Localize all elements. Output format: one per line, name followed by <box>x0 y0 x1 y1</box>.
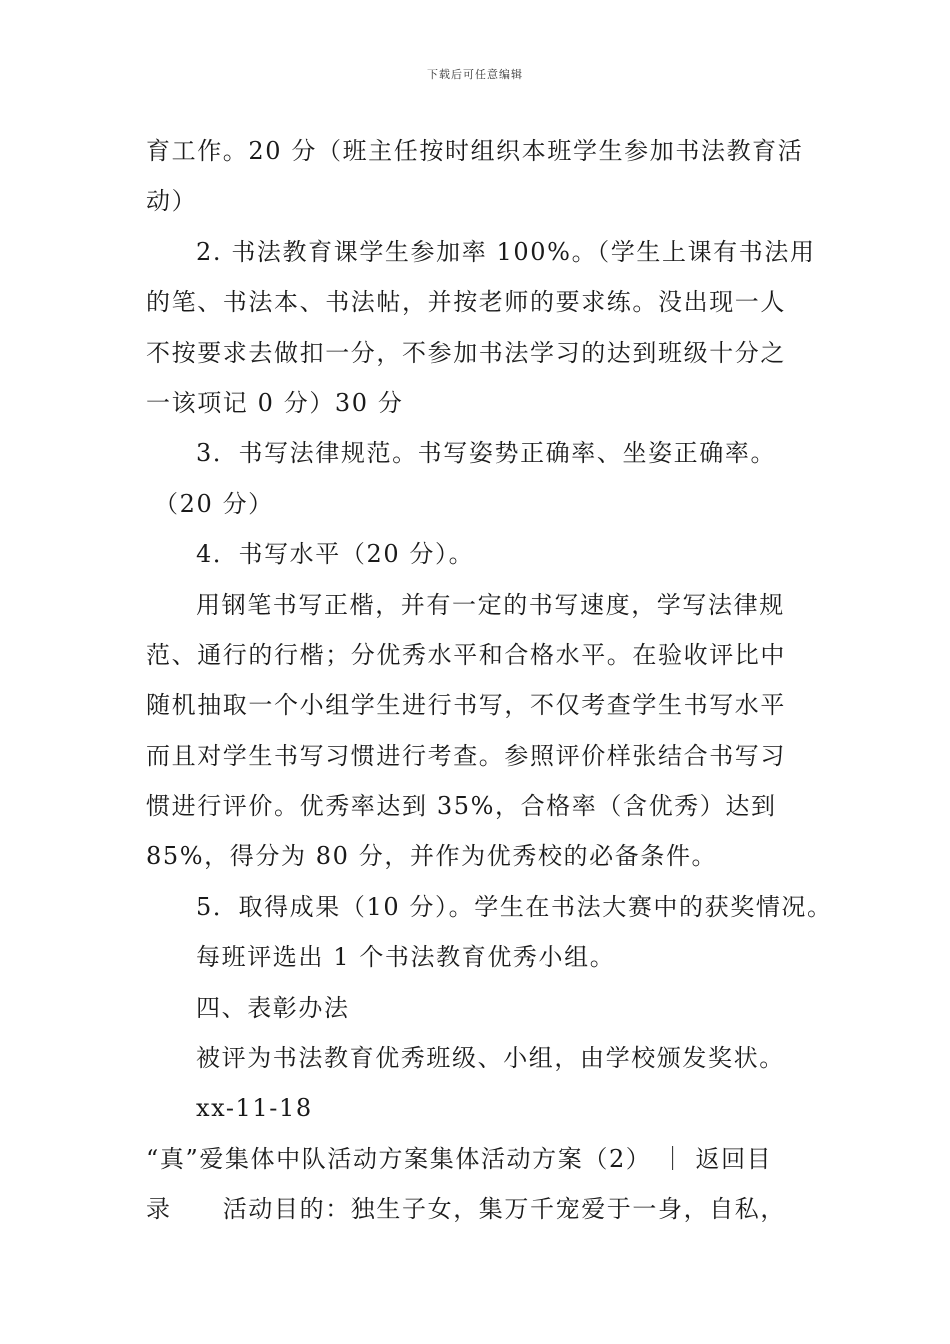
text-line: 随机抽取一个小组学生进行书写，不仅考查学生书写水平 <box>146 691 786 720</box>
section-heading: 四、表彰办法 <box>196 993 350 1022</box>
document-body <box>146 126 833 1235</box>
text-line: 每班评选出 1 个书法教育优秀小组。 <box>196 943 616 972</box>
text-line: “真”爱集体中队活动方案集体活动方案（2） ｜ 返回目 <box>146 1144 773 1173</box>
text-line: 而且对学生书写习惯进行考查。参照评价样张结合书写习 <box>146 741 786 770</box>
text-line: 范、通行的行楷；分优秀水平和合格水平。在验收评比中 <box>146 640 786 669</box>
text-line: 5．取得成果（10 分）。学生在书法大赛中的获奖情况。 <box>196 892 833 921</box>
text-line: 惯进行评价。优秀率达到 35%，合格率（含优秀）达到 <box>146 792 777 821</box>
text-line: 录 活动目的：独生子女，集万千宠爱于一身，自私， <box>146 1195 786 1224</box>
text-line: 的笔、书法本、书法帖，并按老师的要求练。没出现一人 <box>146 288 786 317</box>
text-line: 育工作。20 分（班主任按时组织本班学生参加书法教育活 <box>146 137 804 165</box>
text-line: 一该项记 0 分）30 分 <box>146 388 404 417</box>
text-line: 3．书写法律规范。书写姿势正确率、坐姿正确率。 <box>196 439 777 468</box>
text-line: 不按要求去做扣一分，不参加书法学习的达到班级十分之 <box>146 338 786 367</box>
text-line: （20 分） <box>154 489 274 518</box>
text-line: 2. 书法教育课学生参加率 100%。（学生上课有书法用 <box>196 237 816 266</box>
text-line: 用钢笔书写正楷，并有一定的书写速度，学写法律规 <box>196 590 785 619</box>
text-line: 4．书写水平（20 分）。 <box>196 540 475 569</box>
text-line: 85%，得分为 80 分，并作为优秀校的必备条件。 <box>146 842 718 871</box>
text-line: 被评为书法教育优秀班级、小组，由学校颁发奖状。 <box>196 1044 785 1073</box>
page-header: 下载后可任意编辑 <box>427 68 523 81</box>
text-line: 动） <box>146 187 198 216</box>
date-line: xx-11-18 <box>196 1094 313 1123</box>
